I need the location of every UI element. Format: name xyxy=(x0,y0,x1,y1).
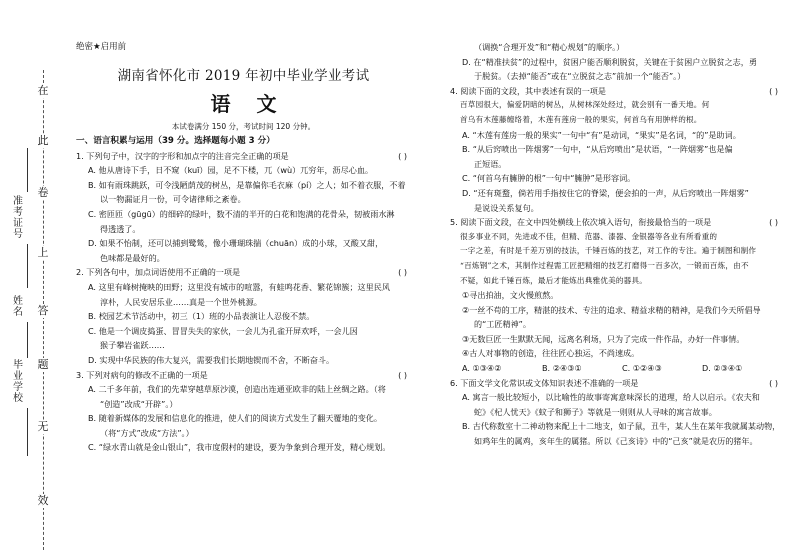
option-c: C. “绿水青山就是金山银山”，我市度假村的建设，要为争象到合理开发，精心规划。 xyxy=(88,442,391,453)
option-a: A. 二千多年前，我们的先辈穿越草原沙漠，创造出连通亚欧非的陆上丝绸之路。（将 xyxy=(88,384,386,395)
exam-number-label: 准考证号 xyxy=(13,196,23,240)
option-c: C. 他是一个调皮捣蛋、冒冒失失的家伙，一会儿为孔雀开屏欢呼，一会儿因 xyxy=(88,325,358,336)
option-d: D. 在“精准扶贫”的过程中，贫困户能否顺利脱贫，关键在于贫困户立脱贫之志，勇 xyxy=(462,56,757,67)
option-a-cont: “创造”改成“开辟”。） xyxy=(100,398,178,409)
option-a: A. 他从唐诗下手，日不窥（kuī）园，足不下楼，兀（wù）兀穷年，沥尽心血。 xyxy=(88,165,374,176)
name-label: 姓名 xyxy=(13,296,23,318)
seal-char: 无 xyxy=(37,420,49,433)
exam-number-line xyxy=(27,244,28,288)
question-3 xyxy=(76,368,411,383)
option-d: D. 实现中华民族的伟大复兴，需要我们长期地锲而不舍，不断奋斗。 xyxy=(88,354,335,365)
option-d-cont: 于脱贫。（去掉“能否”或在“立脱贫之志”前加一个“能否”。） xyxy=(474,71,686,82)
option-b-cont: 正短语。 xyxy=(474,158,507,169)
option-b-cont: （将“方式”改成“方法”。） xyxy=(100,427,194,438)
option-a: A. 寓言一般比较短小，以比喻性的故事寄寓意味深长的道理，给人以启示。《农夫和 xyxy=(462,392,760,403)
option-c: C. “何首乌有臃肿的根”一句中“臃肿”是形容词。 xyxy=(462,173,636,184)
answer-paren: ( ) xyxy=(398,369,407,380)
sentence-4: ④古人对事物的创造，往往匠心独运，不尚速成。 xyxy=(462,348,640,359)
option-b: B. ②④③① xyxy=(542,363,582,374)
seal-char: 上 xyxy=(37,246,49,259)
reading-passage: 很多事业不同，先进或不佳，但精、范器、漆器、金银器等各业有所看重的 xyxy=(460,231,718,241)
question-stem: 3. 下列对病句的修改不正确的一项是 xyxy=(76,369,208,380)
sentence-3: ③无数巨匠一生默默无闻，远离名利场，只为了完成一件作品，办好一件事情。 xyxy=(462,333,745,344)
option-c: C. 密匝匝（gūgū）的细碎的绿叶，数不清的半开的白花和饱满的花骨朵，韧被雨水淋 xyxy=(88,208,395,219)
option-b: B. 校园艺术节活动中，初三（1）班的小品表演让人忍俊不禁。 xyxy=(88,311,315,322)
question-stem: 5. 阅读下面文段，在文中四处横线上依次填入语句，衔接最恰当的一项是 xyxy=(450,217,712,228)
option-b-cont: 以一物漏证月一份，可令诸律师之紊卷。 xyxy=(100,194,246,205)
binding-margin xyxy=(0,0,70,560)
option-c-cont: （调换“合理开发”和“精心规划”的顺序。） xyxy=(474,42,625,52)
sentence-1: ①寻出拍油，文火慢煎熬。 xyxy=(462,290,559,301)
question-stem: 2. 下列各句中，加点词语使用不正确的一项是 xyxy=(76,267,241,278)
option-a: A. ①③④② xyxy=(462,363,502,374)
option-b: B. 随着新媒体的发展和信息化的推进，使人们的阅读方式发生了翻天覆地的变化。 xyxy=(88,413,382,424)
option-b: B. 如有雨珠跳跃，可令浅陋荫茂的树丛，是靠偏你毛衣麻（pí）之人；如不着衣服，不着 xyxy=(88,179,406,190)
seal-char: 题 xyxy=(37,358,49,371)
question-4 xyxy=(450,84,782,99)
question-5 xyxy=(450,215,782,230)
confidential-label: 绝密★启用前 xyxy=(76,42,127,52)
answer-paren: ( ) xyxy=(398,150,407,161)
school-line xyxy=(27,408,28,456)
answer-paren: ( ) xyxy=(398,267,407,278)
sentence-2-cont: 的“工匠精神”。 xyxy=(474,319,531,330)
reading-passage: 一字之差，有时是千差万别的技法，千锤百炼的技艺，对工作的专注。遍于制图和制作 xyxy=(460,246,757,256)
reading-passage: 百草园很大，偏爱阴暗的树丛，从树林深处经过，就会别有一番天地。何 xyxy=(460,100,710,110)
option-a: A. “木莲有莲房一般的果实”一句中“有”是动词，“果实”是名词，“的”是助词。 xyxy=(462,129,741,140)
school-label: 毕业学校 xyxy=(13,360,23,404)
section-heading: 一、语言积累与运用（39 分。选择题每小题 3 分） xyxy=(76,136,275,146)
question-stem: 4. 阅读下面的文段，其中表述有误的一项是 xyxy=(450,85,606,96)
seal-char: 答 xyxy=(37,304,49,317)
left-column xyxy=(76,134,411,455)
reading-passage: “百炼钢”之术，其制作过程需工匠把精细的技艺打磨得一百多次，一锻而百炼，由不 xyxy=(460,260,749,270)
seal-char: 在 xyxy=(37,84,49,97)
reading-passage: 不疑，如此千锤百炼，最后才能炼出典雅优美的器具。 xyxy=(460,275,648,285)
right-column xyxy=(450,40,782,449)
option-d-cont: 是说设关系复句。 xyxy=(474,202,539,213)
option-c-cont: 得透透了。 xyxy=(100,223,141,234)
option-d-cont: 色味都是最好的。 xyxy=(100,252,165,263)
answer-paren: ( ) xyxy=(769,377,778,388)
option-b: B. 古代称数室十二神动物来配上十二地支，如子鼠，丑牛，某人生在某年我就属某动物， xyxy=(462,421,781,432)
answer-options xyxy=(450,361,782,376)
seal-char: 此 xyxy=(37,134,49,147)
option-c-cont: 猴子攀岩雀跃…… xyxy=(100,340,165,351)
exam-instructions: 本试卷满分 150 分，考试时间 120 分钟。 xyxy=(171,122,316,131)
option-b-cont: 如鸡年生的属鸡，亥年生的属猪。所以《己亥诗》中的“己亥”就是农历的猪年。 xyxy=(474,436,758,447)
question-1 xyxy=(76,149,411,164)
question-stem: 6. 下面文学文化常识或文体知识表述不准确的一项是 xyxy=(450,377,639,388)
sentence-2: ②一丝不苟的工序，精湛的技术、专注的追求、精益求精的精神，是我们今天所倡导 xyxy=(462,304,761,315)
seal-char: 卷 xyxy=(37,186,49,199)
option-b: B. “从后窍喷出一阵烟雾”一句中，“从后窍喷出”是状语，“一阵烟雾”也是偏 xyxy=(462,144,733,155)
exam-number-line xyxy=(27,148,28,192)
name-line xyxy=(27,322,28,358)
option-d: D. “还有斑蝥，倘若用手指按住它的脊梁，便会拍的一声，从后窍喷出一阵烟雾” xyxy=(462,187,749,198)
option-a-cont: 淳朴，人民安居乐业……真是一个世外桃源。 xyxy=(100,296,262,307)
option-a: A. 这里有峰树掩映的田野；这里没有城市的喧嚣，有蛙鸣花香、繁花锦簇；这里民风 xyxy=(88,281,390,292)
answer-paren: ( ) xyxy=(769,217,778,228)
answer-paren: ( ) xyxy=(769,85,778,96)
option-d: D. 如果不怡制，还可以捕到鹭鸶，像小珊瑚珠揣（chuān）成的小球，又酸又甜， xyxy=(88,238,384,249)
question-stem: 1. 下列句子中，汉字的字形和加点字的注音完全正确的项是 xyxy=(76,150,289,161)
option-c: C. ①②④③ xyxy=(622,363,662,374)
option-d: D. ②③④① xyxy=(702,363,743,374)
question-6 xyxy=(450,376,782,391)
option-a-cont: 蛇》《杞人忧天》《蚊子和狮子》等就是一则则从人寻味的寓言故事。 xyxy=(474,406,717,417)
seal-char: 效 xyxy=(37,494,49,507)
subject-title: 语文 xyxy=(210,92,303,116)
exam-title: 湖南省怀化市 2019 年初中毕业学业考试 xyxy=(117,68,370,84)
reading-passage: 首乌有木莲藤缠络着，木莲有莲房一般的果实，何首乌有用肿样的根。 xyxy=(460,114,702,124)
question-2 xyxy=(76,265,411,280)
